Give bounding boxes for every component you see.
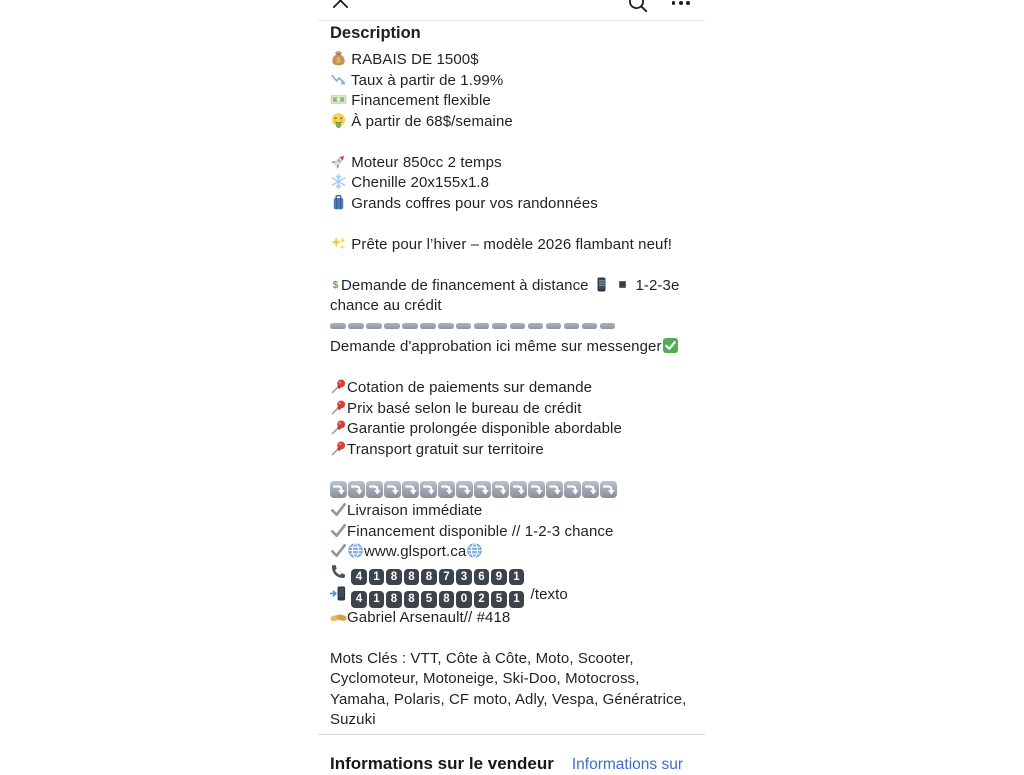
chart-decreasing-icon (330, 71, 347, 88)
minus-sign-row (330, 318, 618, 335)
money-bag-icon (330, 50, 347, 67)
arrow-down-icon (546, 481, 563, 498)
black-small-square-icon (614, 276, 631, 293)
keycap-digit: 8 (404, 569, 420, 586)
description-line: Mots Clés : VTT, Côte à Côte, Moto, Scooter, Cyclomoteur, Motoneige, Ski-Doo, Motocross, Yamaha, Polaris, CF moto, Adly, Vespa, Génératrice, Suzuki (330, 649, 687, 728)
keycap-digit: 8 (439, 591, 455, 608)
arrow-down-icon (456, 481, 473, 498)
check-mark-icon (330, 542, 347, 559)
seller-info-link[interactable]: Informations sur (571, 756, 683, 773)
description-section (318, 21, 705, 731)
telephone-receiver-icon (330, 563, 347, 580)
description-line: Moteur 850cc 2 temps (330, 153, 693, 174)
arrow-down-icon (384, 481, 401, 498)
description-line: Garantie prolongée disponible abordable (330, 419, 693, 440)
keycap-digit: 2 (474, 591, 490, 608)
keycap-digit: 8 (386, 569, 402, 586)
money-mouth-face-icon (330, 112, 347, 129)
minus-sign-icon (402, 323, 418, 328)
description-line: À partir de 68$/semaine (330, 112, 693, 133)
minus-sign-icon (474, 323, 490, 328)
pushpin-icon (330, 440, 347, 457)
description-line (330, 481, 693, 502)
search-icon[interactable] (627, 0, 649, 14)
minus-sign-icon (420, 323, 436, 328)
seller-heading: Informations sur le vendeur (330, 754, 554, 773)
keycap-digit: 7 (439, 569, 455, 586)
description-line: Taux à partir de 1.99% (330, 71, 693, 92)
svg-text:$: $ (336, 55, 341, 65)
keycap-digit: 0 (456, 591, 472, 608)
description-line: Grands coffres pour vos randonnées (330, 194, 693, 215)
arrow-down-icon (474, 481, 491, 498)
luggage-icon (330, 194, 347, 211)
pushpin-icon (330, 419, 347, 436)
section-title: Description (330, 24, 421, 42)
svg-text:$: $ (332, 279, 339, 291)
minus-sign-icon (438, 323, 454, 328)
description-line: Livraison immédiate (330, 501, 693, 522)
description-line: Prix basé selon le bureau de crédit (330, 399, 693, 420)
blank-line (330, 255, 693, 276)
globe-icon (466, 542, 483, 559)
arrow-down-icon (564, 481, 581, 498)
minus-sign-icon (582, 323, 598, 328)
pushpin-icon (330, 378, 347, 395)
description-line: Financement flexible (330, 91, 693, 112)
description-line: Financement disponible // 1-2-3 chance (330, 522, 693, 543)
keycap-digit: 1 (509, 591, 525, 608)
blank-line (330, 358, 693, 379)
arrow-down-icon (438, 481, 455, 498)
blank-line (330, 460, 693, 481)
description-line: www.glsport.ca (330, 542, 693, 563)
dollar-banknote-icon (330, 91, 347, 108)
description-body (330, 50, 693, 731)
description-line: $ Demande de financement à distance 1-2-3e chance au crédit (330, 276, 680, 314)
mobile-phone-icon (593, 276, 610, 293)
minus-sign-icon (510, 323, 526, 328)
minus-sign-icon (348, 323, 364, 328)
description-line: Demande d'approbation ici même sur messenger (330, 337, 693, 358)
heavy-dollar-sign-icon (330, 276, 341, 293)
arrow-down-icon (420, 481, 437, 498)
minus-sign-icon (330, 323, 346, 328)
arrow-down-icon (492, 481, 509, 498)
minus-sign-icon (546, 323, 562, 328)
minus-sign-icon (600, 323, 616, 328)
keycap-digit: 3 (456, 569, 472, 586)
more-options-icon[interactable] (672, 1, 690, 5)
keycap-digit: 8 (404, 591, 420, 608)
arrow-down-row (330, 482, 618, 499)
keycap-digit: 1 (509, 569, 525, 586)
keycap-digit: 5 (421, 591, 437, 608)
keycap-digit: 4 (351, 569, 367, 586)
arrow-down-icon (600, 481, 617, 498)
minus-sign-icon (366, 323, 382, 328)
minus-sign-icon (456, 323, 472, 328)
description-line (330, 317, 693, 338)
arrow-down-icon (402, 481, 419, 498)
keycap-digits (351, 564, 526, 581)
handshake-icon (330, 608, 347, 625)
minus-sign-icon (492, 323, 508, 328)
keycap-digit: 8 (386, 591, 402, 608)
description-line: Transport gratuit sur territoire (330, 440, 693, 461)
sparkles-icon (330, 235, 347, 252)
description-line: Chenille 20x155x1.8 (330, 173, 693, 194)
keycap-digit: 1 (369, 569, 385, 586)
description-line: Cotation de paiements sur demande (330, 378, 693, 399)
seller-info-footer (318, 734, 705, 775)
snowflake-icon (330, 173, 347, 190)
keycap-digit: 6 (474, 569, 490, 586)
minus-sign-icon (528, 323, 544, 328)
arrow-down-icon (510, 481, 527, 498)
check-mark-icon (330, 522, 347, 539)
keycap-digit: 9 (491, 569, 507, 586)
keycap-digits (351, 586, 526, 603)
keycap-digit: 8 (421, 569, 437, 586)
close-icon[interactable] (331, 0, 350, 10)
mobile-phone-arrow-icon (330, 585, 347, 602)
minus-sign-icon (564, 323, 580, 328)
arrow-down-icon (348, 481, 365, 498)
blank-line (330, 214, 693, 235)
app-header (318, 0, 705, 21)
globe-icon (347, 542, 364, 559)
description-line: 4 1 8 8 5 8 0 2 5 1 /texto (330, 585, 693, 608)
arrow-down-icon (528, 481, 545, 498)
arrow-down-icon (366, 481, 383, 498)
keycap-digit: 4 (351, 591, 367, 608)
description-line: Gabriel Arsenault// #418 (330, 608, 693, 629)
check-mark-button-icon (662, 337, 679, 354)
rocket-icon (330, 153, 347, 170)
minus-sign-icon (384, 323, 400, 328)
arrow-down-icon (582, 481, 599, 498)
blank-line (330, 132, 693, 153)
description-line (330, 563, 693, 586)
keycap-digit: 1 (369, 591, 385, 608)
check-mark-icon (330, 501, 347, 518)
keycap-digit: 5 (491, 591, 507, 608)
description-line: Prête pour l’hiver – modèle 2026 flambant neuf! (330, 235, 693, 256)
pushpin-icon (330, 399, 347, 416)
listing-panel (318, 0, 705, 773)
arrow-down-icon (330, 481, 347, 498)
blank-line (330, 628, 693, 649)
description-line: $ RABAIS DE 1500$ (330, 50, 693, 71)
